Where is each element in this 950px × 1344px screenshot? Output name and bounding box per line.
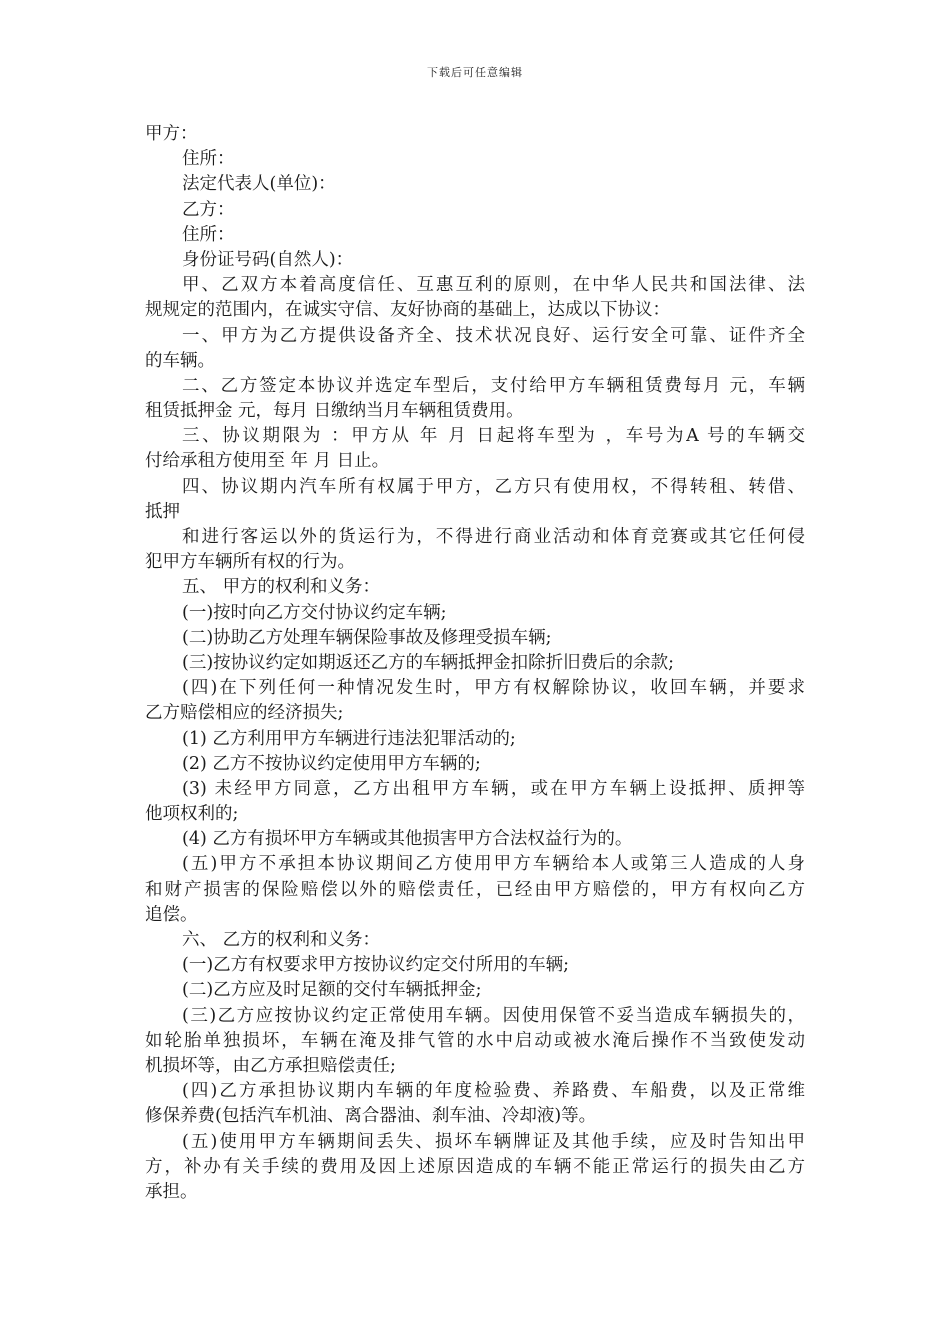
document-line: 乙方： — [182, 199, 235, 220]
document-line: (1) 乙方利用甲方车辆进行违法犯罪活动的; — [182, 728, 516, 749]
document-line: 和进行客运以外的货运行为，不得进行商业活动和体育竞赛或其它任何侵 — [182, 527, 805, 547]
document-line: (五)使用甲方车辆期间丢失、损坏车辆牌证及其他手续，应及时告知出甲 — [182, 1131, 805, 1152]
document-line: (2) 乙方不按协议约定使用甲方车辆的; — [182, 753, 481, 774]
page-header: 下载后可任意编辑 — [427, 66, 523, 79]
document-line: 一、甲方为乙方提供设备齐全、技术状况良好、运行安全可靠、证件齐全 — [182, 325, 805, 346]
document-line: (三)按协议约定如期返还乙方的车辆抵押金扣除折旧费后的余款; — [182, 652, 675, 673]
document-line: 法定代表人(单位)： — [182, 174, 336, 195]
document-line: 住所： — [182, 149, 235, 170]
document-line: 二、乙方签定本协议并选定车型后，支付给甲方车辆租赁费每月 元，车辆 — [182, 375, 805, 396]
document-line: 他项权利的; — [145, 804, 239, 825]
document-line: 五、 甲方的权利和义务： — [182, 577, 381, 598]
document-line: 追偿。 — [145, 904, 198, 925]
document-line: (4) 乙方有损坏甲方车辆或其他损害甲方合法权益行为的。 — [182, 829, 633, 850]
document-line: 六、 乙方的权利和义务： — [182, 930, 381, 950]
document-line: (3) 未经甲方同意，乙方出租甲方车辆，或在甲方车辆上设抵押、质押等 — [182, 778, 805, 799]
document-line: (一)乙方有权要求甲方按协议约定交付所用的车辆; — [182, 955, 570, 976]
document-line: 规规定的范围内，在诚实守信、友好协商的基础上，达成以下协议： — [145, 300, 670, 321]
document-line: (四)在下列任何一种情况发生时，甲方有权解除协议，收回车辆，并要求 — [182, 678, 805, 699]
document-body — [145, 122, 805, 1205]
document-line: 付给承租方使用至 年 月 日止。 — [145, 451, 390, 472]
document-line: (二)协助乙方处理车辆保险事故及修理受损车辆; — [182, 627, 552, 648]
document-line: (一)按时向乙方交付协议约定车辆; — [182, 602, 447, 623]
document-line: 如轮胎单独损坏，车辆在淹及排气管的水中启动或被水淹后操作不当致使发动 — [145, 1030, 805, 1051]
document-line: 犯甲方车辆所有权的行为。 — [145, 552, 355, 573]
document-line: 机损坏等，由乙方承担赔偿责任; — [145, 1055, 396, 1076]
document-line: 抵押 — [145, 501, 180, 522]
document-line: (二)乙方应及时足额的交付车辆抵押金; — [182, 980, 482, 1001]
document-line: 住所： — [182, 224, 235, 245]
document-line: 乙方赔偿相应的经济损失; — [145, 703, 344, 724]
document-line: (五)甲方不承担本协议期间乙方使用甲方车辆给本人或第三人造成的人身 — [182, 854, 805, 875]
document-line: (三)乙方应按协议约定正常使用车辆。因使用保管不妥当造成车辆损失的， — [182, 1005, 805, 1026]
document-line: 甲、乙双方本着高度信任、互惠互利的原则，在中华人民共和国法律、法 — [182, 275, 805, 296]
document-line: 甲方： — [145, 124, 198, 144]
document-line: (四)乙方承担协议期内车辆的年度检验费、养路费、车船费，以及正常维 — [182, 1081, 805, 1102]
document-line: 四、协议期内汽车所有权属于甲方，乙方只有使用权，不得转租、转借、 — [182, 476, 805, 497]
document-line: 方，补办有关手续的费用及因上述原因造成的车辆不能正常运行的损失由乙方 — [145, 1156, 805, 1177]
document-line: 租赁抵押金 元，每月 日缴纳当月车辆租赁费用。 — [145, 401, 524, 422]
document-line: 修保养费(包括汽车机油、离合器油、刹车油、冷却液)等。 — [145, 1106, 597, 1127]
document-line: 身份证号码(自然人)： — [182, 249, 354, 270]
document-line: 和财产损害的保险赔偿以外的赔偿责任，已经由甲方赔偿的，甲方有权向乙方 — [145, 879, 805, 900]
document-line: 的车辆。 — [145, 350, 215, 371]
document-line: 三、协议期限为 ：甲方从 年 月 日起将车型为 ，车号为A 号的车辆交 — [182, 426, 805, 447]
document-line: 承担。 — [145, 1181, 198, 1202]
